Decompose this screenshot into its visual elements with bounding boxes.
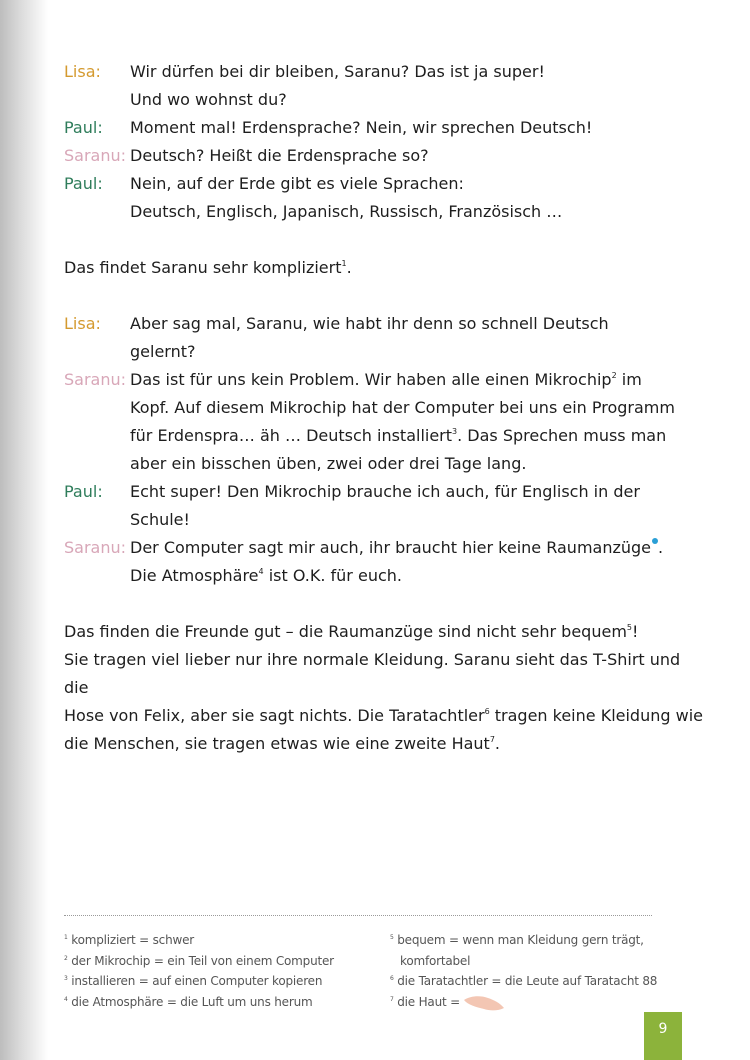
dialogue-text: Deutsch? Heißt die Erdensprache so? <box>130 146 429 165</box>
footnote: $^1$ kompliziert = schwer <box>64 933 195 947</box>
speaker-saranu: Saranu: <box>64 146 127 165</box>
dialogue-line <box>64 478 704 534</box>
dialogue-line <box>64 58 704 114</box>
book-page <box>64 0 704 1060</box>
dialogue-line <box>64 142 704 170</box>
narration-2: Das finden die Freunde gut – die Raumanzüge sind nicht sehr bequem$^5$! Sie tragen viel lieber nur ihre normale Kleidung. Saranu sieht das T-Shirt und die Hose von Felix, aber sie sagt nichts. Die Taratachtler$^6$ tragen keine Kleidung wie die Menschen, sie tragen etwas wie eine zweite Haut$^7$. <box>64 622 703 753</box>
footnotes-left <box>64 930 334 1012</box>
dialogue-line <box>64 366 704 478</box>
footnote: komfortabel <box>400 953 471 968</box>
dialogue-text: Echt super! Den Mikrochip brauche ich auch, für Englisch in der Schule! <box>130 482 640 529</box>
dialogue-text: Der Computer sagt mir auch, ihr braucht hier keine Raumanzüge . Die Atmosphäre$^4$ ist O.K. für euch. <box>130 538 664 585</box>
book-spine-shadow <box>0 0 48 1060</box>
footnote: $^5$ bequem = wenn man Kleidung gern trägt, <box>390 933 644 947</box>
speaker-saranu: Saranu: <box>64 370 127 389</box>
skin-hand-icon <box>462 994 506 1012</box>
speaker-paul: Paul: <box>64 482 103 501</box>
dialogue-line <box>64 170 704 226</box>
footnote-divider <box>64 915 652 916</box>
narration-1: Das findet Saranu sehr kompliziert$^1$. <box>64 258 352 277</box>
dialogue-text: Das ist für uns kein Problem. Wir haben alle einen Mikrochip$^2$ im Kopf. Auf diesem Mikrochip hat der Computer bei uns ein Programm für Erdenspra… äh … Deutsch installiert$^3$. Das Sprechen muss man aber ein bisschen üben, zwei oder drei Tage lang. <box>130 370 675 473</box>
footnote: $^3$ installieren = auf einen Computer kopieren <box>64 974 323 988</box>
dialogue-text: Nein, auf der Erde gibt es viele Sprachen: Deutsch, Englisch, Japanisch, Russisch, Französisch … <box>130 174 563 221</box>
dialogue-line <box>64 534 704 590</box>
dialogue-text: Aber sag mal, Saranu, wie habt ihr denn so schnell Deutsch gelernt? <box>130 314 609 361</box>
dialogue-block-1 <box>64 58 704 226</box>
dialogue-line <box>64 310 704 366</box>
footnote: $^6$ die Taratachtler = die Leute auf Taratacht 88 <box>390 974 658 988</box>
footnote: $^4$ die Atmosphäre = die Luft um uns herum <box>64 994 313 1009</box>
footnotes-right <box>390 930 657 1012</box>
speaker-saranu: Saranu: <box>64 538 127 557</box>
dialogue-line <box>64 114 704 142</box>
footnote: $^2$ der Mikrochip = ein Teil von einem Computer <box>64 953 334 968</box>
speaker-lisa: Lisa: <box>64 314 101 333</box>
dialogue-text: Wir dürfen bei dir bleiben, Saranu? Das ist ja super! Und wo wohnst du? <box>130 62 545 109</box>
footnote: $^7$ die Haut = <box>390 992 657 1013</box>
speaker-paul: Paul: <box>64 118 103 137</box>
page-number: 9 <box>644 1012 682 1060</box>
dialogue-text: Moment mal! Erdensprache? Nein, wir sprechen Deutsch! <box>130 118 593 137</box>
dialogue-block-2 <box>64 310 704 590</box>
speaker-lisa: Lisa: <box>64 62 101 81</box>
speaker-paul: Paul: <box>64 174 103 193</box>
